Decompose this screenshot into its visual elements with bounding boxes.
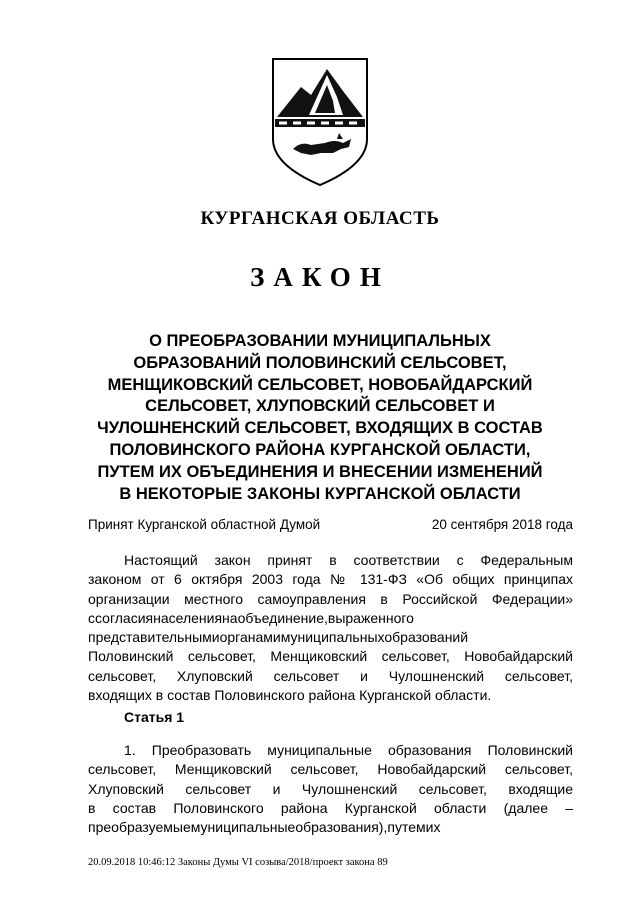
preamble-paragraph (88, 551, 573, 705)
paragraph-line: Настоящий закон принят в соответствии с Федеральным (124, 552, 573, 568)
law-title (70, 331, 570, 505)
adopted-by: Принят Курганской областной Думой (88, 517, 321, 532)
coat-of-arms-icon (271, 57, 369, 187)
adoption-line (88, 517, 573, 535)
title-line: ЧУЛОШНЕНСКИЙ СЕЛЬСОВЕТ, ВХОДЯЩИХ В СОСТАВ (97, 419, 543, 438)
title-line: О ПРЕОБРАЗОВАНИИ МУНИЦИПАЛЬНЫХ (149, 332, 491, 350)
paragraph-line: представительнымиорганамимуниципальныхобразований (88, 629, 469, 646)
article-paragraph (88, 741, 573, 837)
title-line: ПУТЕМ ИХ ОБЪЕДИНЕНИЯ И ВНЕСЕНИИ ИЗМЕНЕНИЙ (97, 462, 543, 481)
title-line: МЕНЩИКОВСКИЙ СЕЛЬСОВЕТ, НОВОБАЙДАРСКИЙ (107, 375, 533, 394)
paragraph-line: Половинский сельсовет, Менщиковский сельсовет, Новобайдарский (88, 648, 573, 665)
region-name: КУРГАНСКАЯ ОБЛАСТЬ (200, 208, 440, 229)
paragraph-line: ссогласиянаселениянаобъединение,выраженного (88, 609, 414, 626)
paragraph-line: входящих в состав Половинского района Курганской области. (88, 687, 492, 704)
title-line: СЕЛЬСОВЕТ, ХЛУПОВСКИЙ СЕЛЬСОВЕТ И (145, 397, 495, 416)
title-line: ПОЛОВИНСКОГО РАЙОНА КУРГАНСКОЙ ОБЛАСТИ, (109, 440, 531, 459)
paragraph-line: сельсовет, Менщиковский сельсовет, Новобайдарский сельсовет, (88, 761, 573, 778)
title-line: В НЕКОТОРЫЕ ЗАКОНЫ КУРГАНСКОЙ ОБЛАСТИ (119, 484, 521, 503)
paragraph-line: Хлуповский сельсовет и Чулошненский сельсовет, входящие (88, 780, 573, 797)
paragraph-line: преобразуемыемуниципальныеобразования),путемих (88, 819, 441, 836)
paragraph-line: организации местного самоуправления в Российской Федерации» (88, 590, 573, 607)
paragraph-line: 1. Преобразовать муниципальные образования Половинский (124, 742, 573, 758)
paragraph-line: сельсовет, Хлуповский сельсовет и Чулошненский сельсовет, (88, 667, 573, 684)
title-line: ОБРАЗОВАНИЙ ПОЛОВИНСКИЙ СЕЛЬСОВЕТ, (133, 353, 507, 372)
document-type: ЗАКОН (250, 262, 390, 292)
article-heading: Статья 1 (124, 709, 185, 725)
adoption-date: 20 сентября 2018 года (431, 517, 573, 532)
paragraph-line: в состав Половинского района Курганской области (далее – (88, 799, 573, 816)
paragraph-line: законом от 6 октября 2003 года № 131-ФЗ «Об общих принципах (88, 571, 573, 588)
document-footer: 20.09.2018 10:46:12 Законы Думы VI созыва/2018/проект закона 89 (88, 857, 388, 868)
